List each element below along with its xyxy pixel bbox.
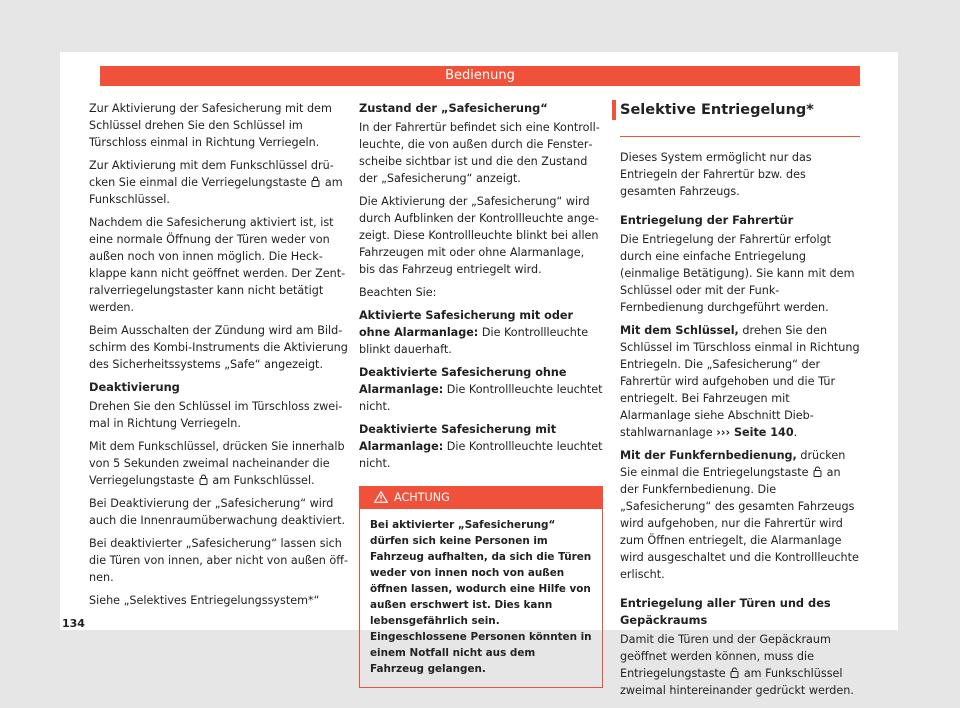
paragraph: Bei Deaktivierung der „Safesicherung“ wird auch die Innenraumüberwachung deaktiviert. (89, 497, 346, 527)
heading-alle-tueren: Entriegelung aller Türen und des Gepäckraums (620, 596, 831, 627)
paragraph (620, 447, 860, 583)
text: Mit dem Funkschlüssel, drücken Sie innerhalb von 5 Sekunden zweimal nacheinander die Verriegelungstaste (89, 440, 345, 487)
warning-header (360, 487, 602, 509)
status-text: Die Kontrollleuchte leuchtet nicht. (359, 440, 603, 470)
section-accent (612, 100, 616, 120)
section-title: Selektive Entriegelung* (620, 102, 814, 118)
column-2 (359, 100, 603, 688)
text: am Funkschlüssel. (89, 176, 343, 206)
paragraph: Zur Aktivierung der Safesicherung mit dem Schlüssel drehen Sie den Schlüssel im Türschloss einmal in Richtung Verriegeln. (89, 102, 332, 149)
paragraph: Beim Ausschalten der Zündung wird am Bildschirm des Kombi-Instruments die Aktivierung des Sicherheitssystems „Safe“ angezeigt. (89, 324, 348, 371)
lock-icon (311, 176, 320, 187)
column-1 (89, 100, 351, 615)
text: . (793, 426, 798, 439)
text-bold: Mit dem Schlüssel, (620, 324, 739, 337)
page-reference-link[interactable]: ››› Seite 140 (716, 426, 794, 439)
page-header: Bedienung (100, 66, 860, 86)
section-header (620, 100, 860, 137)
paragraph: In der Fahrertür befindet sich eine Kontrollleuchte, die von außen durch die Fensterscheibe sichtbar ist und die den Zustand der „Safesicherung“ anzeigt. (359, 121, 600, 185)
status-item (359, 364, 603, 415)
lock-icon (199, 474, 208, 485)
warning-triangle-icon (374, 491, 388, 503)
text-bold: Mit der Funkfernbedienung, (620, 449, 797, 462)
unlock-icon (813, 466, 822, 477)
status-label: Deaktivierte Safesicherung ohne Alarmanlage: (359, 366, 567, 396)
text: drücken Sie einmal die Entriegelungstaste (620, 449, 846, 479)
paragraph: Bei deaktivierter „Safesicherung“ lassen sich die Türen von innen, aber nicht von außen öffnen. (89, 537, 349, 584)
heading-zustand: Zustand der „Safesicherung“ (359, 101, 548, 115)
warning-box (359, 486, 603, 688)
heading-deaktivierung: Deaktivierung (89, 380, 180, 394)
status-label: Deaktivierte Safesicherung mit Alarmanlage: (359, 423, 557, 453)
paragraph (89, 438, 351, 489)
text: Zur Aktivierung mit dem Funkschlüssel drücken Sie einmal die Verriegelungstaste (89, 159, 334, 189)
paragraph (620, 322, 860, 441)
paragraph: Beachten Sie: (359, 286, 437, 299)
unlock-icon (730, 667, 739, 678)
paragraph: Drehen Sie den Schlüssel im Türschloss zweimal in Richtung Verriegeln. (89, 400, 343, 430)
paragraph: Die Entriegelung der Fahrertür erfolgt durch eine einfache Entriegelung (einmalige Betätigung). Sie kann mit dem Schlüssel oder mit der Funk-Fernbedienung durchgeführt werden. (620, 233, 855, 314)
status-text: Die Kontrollleuchte leuchtet nicht. (359, 383, 603, 413)
text: drehen Sie den Schlüssel im Türschloss einmal in Richtung Entriegeln. Die „Safesicherung“ der Fahrertür wird aufgehoben und die Tür entriegelt. Bei Fahrzeugen mit Alarmanlage siehe Abschnitt Diebstahlwarnanlage (620, 324, 860, 439)
status-label: Aktivierte Safesicherung mit oder ohne Alarmanlage: (359, 309, 573, 339)
paragraph: Die Aktivierung der „Safesicherung“ wird durch Aufblinken der Kontrollleuchte angezeigt. Diese Kontrollleuchte blinkt bei allen Fahrzeugen mit oder ohne Alarmanlage, bis das Fahrzeug entriegelt wird. (359, 195, 599, 276)
heading-fahrertuer: Entriegelung der Fahrertür (620, 213, 794, 227)
paragraph: Dieses System ermöglicht nur das Entriegeln der Fahrertür bzw. des gesamten Fahrzeugs. (620, 151, 812, 198)
warning-title: ACHTUNG (394, 491, 450, 504)
warning-text: Bei aktivierter „Safesicherung“ dürfen sich keine Personen im Fahrzeug aufhalten, da sich die Türen weder von innen noch von außen öffnen lassen, wodurch eine Hilfe von außen erschwert ist. Dies kann lebensgefährlich sein. Eingeschlossene Personen könnten in einem Notfall nicht aus dem Fahrzeug gelangen. (370, 519, 592, 675)
paragraph: Nachdem die Safesicherung aktiviert ist, ist eine normale Öffnung der Türen weder von außen noch von innen möglich. Die Heckklappe kann nicht geöffnet werden. Der Zentralverriegelungstaster kann nicht betätigt werden. (89, 216, 346, 314)
status-item (359, 307, 603, 358)
text: an der Funkfernbedienung. Die „Safesicherung“ des gesamten Fahrzeugs wird aufgehoben, nur die Fahrertür wird zum Öffnen entriegelt, die Alarmanlage wird ausgeschaltet und die Kontrollleuchte erlischt. (620, 466, 859, 581)
text: am Funkschlüssel zweimal hintereinander gedrückt werden. (620, 667, 854, 697)
paragraph: Siehe „Selektives Entriegelungssystem*“ (89, 594, 320, 607)
column-3 (620, 100, 860, 705)
text: Damit die Türen und der Gepäckraum geöffnet werden können, muss die Entriegelungstaste (620, 633, 831, 680)
status-item (359, 421, 603, 472)
page-number: 134 (62, 617, 85, 630)
paragraph (620, 631, 860, 699)
paragraph (89, 157, 351, 208)
text: am Funkschlüssel. (212, 474, 315, 487)
status-text: Die Kontrollleuchte blinkt dauerhaft. (359, 326, 589, 356)
